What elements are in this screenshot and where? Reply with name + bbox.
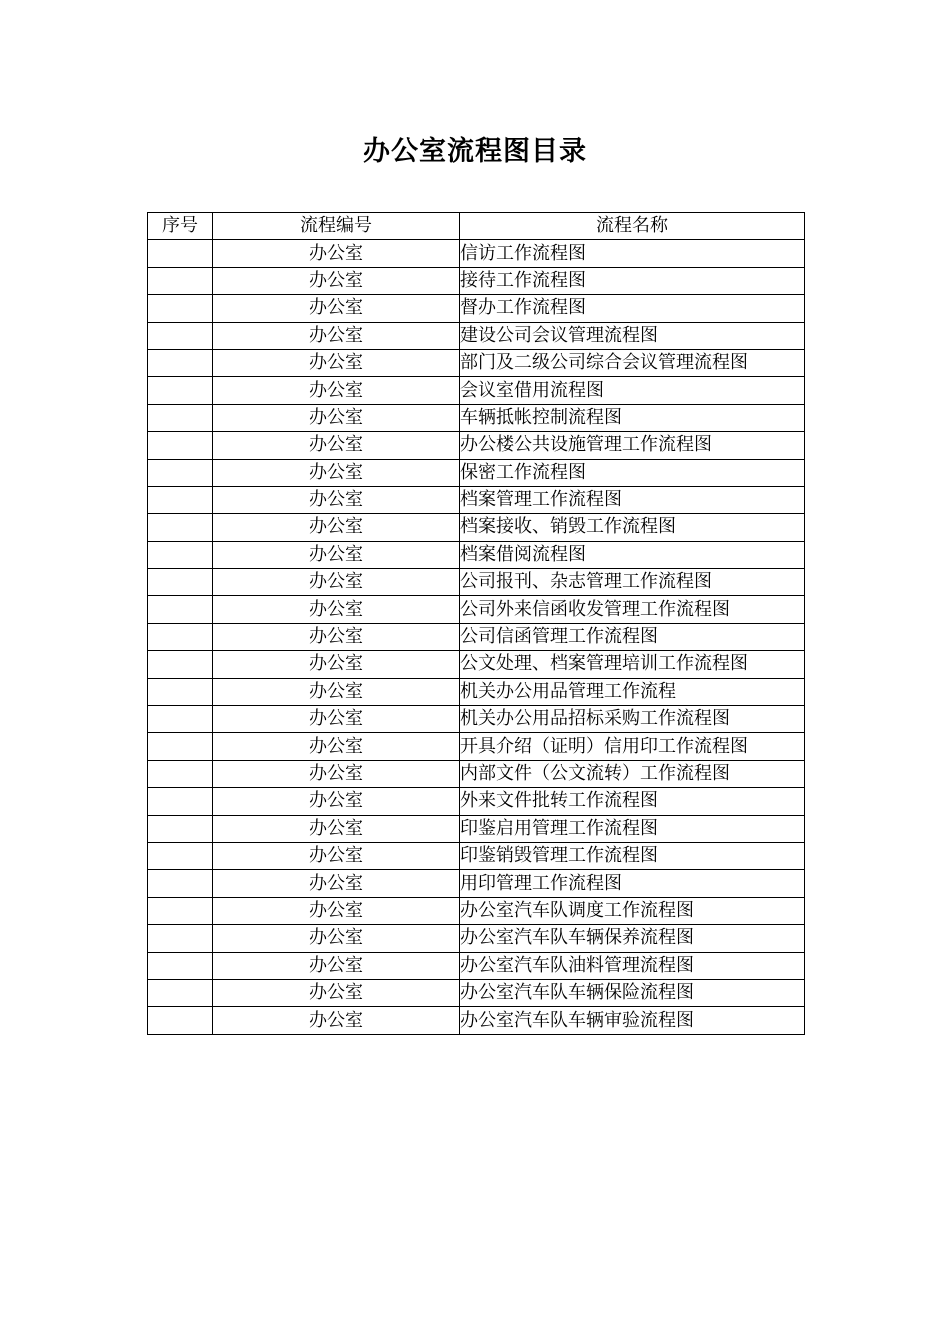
process-code-cell: 办公室 [213,404,460,431]
process-name-cell: 办公室汽车队油料管理流程图 [460,952,805,979]
table-row [148,569,805,596]
process-code-cell: 办公室 [213,459,460,486]
table-row [148,815,805,842]
table-row [148,1007,805,1034]
process-code-cell: 办公室 [213,514,460,541]
header-process-code: 流程编号 [213,213,460,240]
table-row [148,377,805,404]
serial-number-cell [148,897,213,924]
serial-number-cell [148,788,213,815]
process-code-cell: 办公室 [213,486,460,513]
process-code-cell: 办公室 [213,733,460,760]
table-row [148,541,805,568]
process-code-cell: 办公室 [213,432,460,459]
process-code-cell: 办公室 [213,842,460,869]
serial-number-cell [148,322,213,349]
serial-number-cell [148,486,213,513]
serial-number-cell [148,267,213,294]
serial-number-cell [148,733,213,760]
table-row [148,267,805,294]
serial-number-cell [148,541,213,568]
process-name-cell: 印鉴启用管理工作流程图 [460,815,805,842]
table-row [148,623,805,650]
table-row [148,788,805,815]
serial-number-cell [148,1007,213,1034]
process-name-cell: 办公室汽车队车辆审验流程图 [460,1007,805,1034]
process-name-cell: 建设公司会议管理流程图 [460,322,805,349]
process-name-cell: 外来文件批转工作流程图 [460,788,805,815]
process-code-cell: 办公室 [213,240,460,267]
process-name-cell: 办公室汽车队车辆保险流程图 [460,979,805,1006]
serial-number-cell [148,459,213,486]
serial-number-cell [148,514,213,541]
serial-number-cell [148,377,213,404]
process-name-cell: 办公楼公共设施管理工作流程图 [460,432,805,459]
process-name-cell: 公司报刊、杂志管理工作流程图 [460,569,805,596]
process-name-cell: 办公室汽车队车辆保养流程图 [460,925,805,952]
process-name-cell: 部门及二级公司综合会议管理流程图 [460,349,805,376]
process-name-cell: 接待工作流程图 [460,267,805,294]
process-name-cell: 公司外来信函收发管理工作流程图 [460,596,805,623]
serial-number-cell [148,432,213,459]
process-name-cell: 用印管理工作流程图 [460,870,805,897]
table-row [148,322,805,349]
process-name-cell: 机关办公用品招标采购工作流程图 [460,706,805,733]
serial-number-cell [148,569,213,596]
serial-number-cell [148,295,213,322]
serial-number-cell [148,979,213,1006]
process-code-cell: 办公室 [213,267,460,294]
flowchart-index-table [147,212,805,1035]
process-code-cell: 办公室 [213,706,460,733]
process-name-cell: 督办工作流程图 [460,295,805,322]
process-code-cell: 办公室 [213,815,460,842]
table-row [148,240,805,267]
process-code-cell: 办公室 [213,349,460,376]
serial-number-cell [148,596,213,623]
header-process-name: 流程名称 [460,213,805,240]
process-name-cell: 公文处理、档案管理培训工作流程图 [460,651,805,678]
serial-number-cell [148,760,213,787]
table-row [148,404,805,431]
process-name-cell: 档案接收、销毁工作流程图 [460,514,805,541]
serial-number-cell [148,651,213,678]
process-code-cell: 办公室 [213,1007,460,1034]
process-name-cell: 开具介绍（证明）信用印工作流程图 [460,733,805,760]
process-code-cell: 办公室 [213,678,460,705]
table-row [148,897,805,924]
table-row [148,651,805,678]
table-header-row [148,213,805,240]
serial-number-cell [148,678,213,705]
process-code-cell: 办公室 [213,295,460,322]
process-code-cell: 办公室 [213,596,460,623]
page-title: 办公室流程图目录 [363,136,587,167]
process-name-cell: 公司信函管理工作流程图 [460,623,805,650]
table-row [148,432,805,459]
table-row [148,459,805,486]
table-body [148,240,805,1034]
table-row [148,733,805,760]
process-name-cell: 保密工作流程图 [460,459,805,486]
process-name-cell: 信访工作流程图 [460,240,805,267]
header-serial-number: 序号 [148,213,213,240]
process-name-cell: 档案借阅流程图 [460,541,805,568]
table-row [148,706,805,733]
serial-number-cell [148,240,213,267]
table-row [148,514,805,541]
process-code-cell: 办公室 [213,952,460,979]
process-name-cell: 内部文件（公文流转）工作流程图 [460,760,805,787]
table-row [148,596,805,623]
process-name-cell: 会议室借用流程图 [460,377,805,404]
serial-number-cell [148,623,213,650]
process-code-cell: 办公室 [213,623,460,650]
serial-number-cell [148,349,213,376]
serial-number-cell [148,815,213,842]
table-row [148,760,805,787]
process-name-cell: 印鉴销毁管理工作流程图 [460,842,805,869]
serial-number-cell [148,870,213,897]
serial-number-cell [148,925,213,952]
serial-number-cell [148,404,213,431]
table-row [148,349,805,376]
process-code-cell: 办公室 [213,760,460,787]
process-code-cell: 办公室 [213,979,460,1006]
process-code-cell: 办公室 [213,870,460,897]
process-code-cell: 办公室 [213,651,460,678]
process-code-cell: 办公室 [213,541,460,568]
process-name-cell: 机关办公用品管理工作流程 [460,678,805,705]
process-code-cell: 办公室 [213,897,460,924]
table-row [148,870,805,897]
process-code-cell: 办公室 [213,569,460,596]
process-name-cell: 车辆抵帐控制流程图 [460,404,805,431]
table-row [148,678,805,705]
serial-number-cell [148,952,213,979]
process-name-cell: 办公室汽车队调度工作流程图 [460,897,805,924]
table-row [148,486,805,513]
table-row [148,925,805,952]
process-code-cell: 办公室 [213,925,460,952]
table-row [148,979,805,1006]
process-code-cell: 办公室 [213,377,460,404]
serial-number-cell [148,842,213,869]
process-code-cell: 办公室 [213,788,460,815]
table-row [148,295,805,322]
table-row [148,952,805,979]
table-row [148,842,805,869]
process-name-cell: 档案管理工作流程图 [460,486,805,513]
process-code-cell: 办公室 [213,322,460,349]
serial-number-cell [148,706,213,733]
